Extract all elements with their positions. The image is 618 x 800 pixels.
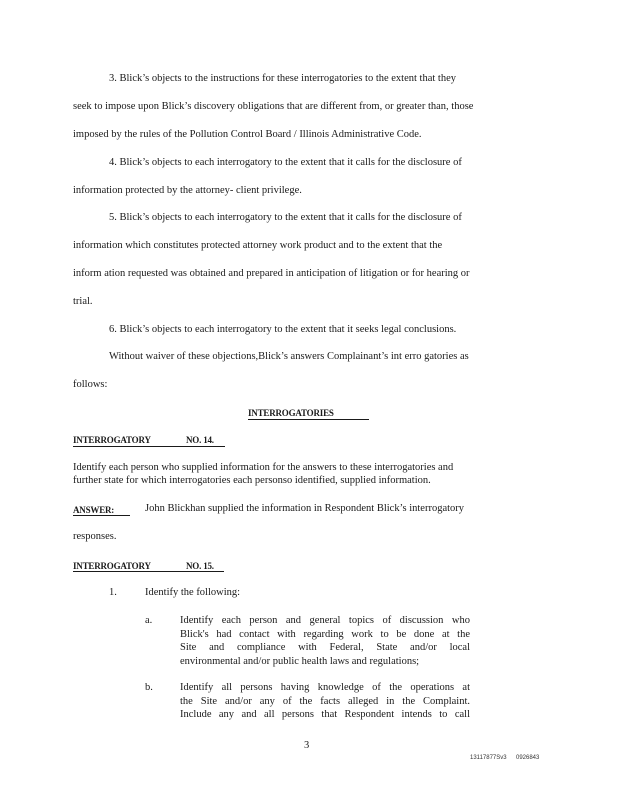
item-b-line-1: Identify all persons having knowledge of the operations at	[180, 682, 470, 693]
page-number: 3	[304, 740, 310, 751]
item-1-number: 1.	[109, 587, 117, 598]
answer-underline	[73, 515, 130, 516]
paragraph-3-line-3: imposed by the rules of the Pollution Control Board / Illinois Administrative Code.	[73, 129, 422, 140]
without-waiver-line-2: follows:	[73, 379, 108, 390]
paragraph-6-line-1: 6. Blick’s objects to each interrogatory to the extent that it seeks legal conclusions.	[109, 324, 457, 335]
paragraph-3-line-2: seek to impose upon Blick’s discovery obligations that are different from, or greater than, those	[73, 101, 474, 112]
item-1-text: Identify the following:	[145, 587, 241, 598]
paragraph-5-line-2: information which constitutes protected attorney work product and to the extent that the	[73, 240, 443, 251]
interrogatory-15-underline	[73, 571, 224, 572]
interrogatory-14-text-line-1: Identify each person who supplied information for the answers to these interrogatories and	[73, 462, 454, 473]
paragraph-4-line-1: 4. Blick’s objects to each interrogatory to the extent that it calls for the disclosure of	[109, 157, 462, 168]
paragraph-5-line-3: inform ation requested was obtained and prepared in anticipation of litigation or for hearing or	[73, 268, 470, 279]
interrogatory-14-number: NO. 14.	[186, 435, 214, 445]
doc-id-2: 0926843	[516, 755, 540, 761]
paragraph-5-line-4: trial.	[73, 296, 93, 307]
item-b-line-3: Include any and all persons that Respondent intends to call	[180, 709, 470, 720]
heading-underline	[248, 419, 369, 420]
item-a-line-3: Site and compliance with Federal, State and/or local	[180, 642, 470, 653]
item-a-line-2: Blick's had contact with regarding work to be done at the	[180, 628, 470, 640]
item-b-line-2: the Site and/or any of the facts alleged in the Complaint.	[180, 695, 470, 707]
interrogatory-14-label: INTERROGATORY	[73, 435, 151, 445]
interrogatory-14-underline	[73, 446, 225, 447]
interrogatory-15-number: NO. 15.	[186, 561, 214, 571]
item-a-label: a.	[145, 615, 153, 626]
interrogatory-15-label: INTERROGATORY	[73, 561, 151, 571]
without-waiver-line-1: Without waiver of these objections,Blick’s answers Complainant’s int erro gatories as	[109, 351, 469, 362]
paragraph-5-line-1: 5. Blick’s objects to each interrogatory to the extent that it calls for the disclosure of	[109, 212, 462, 223]
answer-line-2: responses.	[73, 531, 117, 542]
paragraph-4-line-2: information protected by the attorney- client privilege.	[73, 185, 302, 196]
interrogatory-14-text-line-2: further state for which interrogatories each personso identified, supplied information.	[73, 475, 431, 486]
doc-id-1: 13117877Sv3	[470, 755, 507, 761]
item-a-text	[180, 614, 470, 668]
answer-line-1: John Blickhan supplied the information in Respondent Blick’s interrogatory	[145, 503, 465, 514]
item-b-text	[180, 681, 470, 722]
item-b-label: b.	[145, 682, 153, 693]
answer-label: ANSWER:	[73, 505, 115, 515]
paragraph-3-line-1: 3. Blick’s objects to the instructions for these interrogatories to the extent that they	[109, 73, 457, 84]
item-a-line-1: Identify each person and general topics of discussion who	[180, 615, 470, 626]
item-a-line-4: environmental and/or public health laws and regulations;	[180, 655, 420, 667]
interrogatories-heading: INTERROGATORIES	[248, 408, 334, 418]
